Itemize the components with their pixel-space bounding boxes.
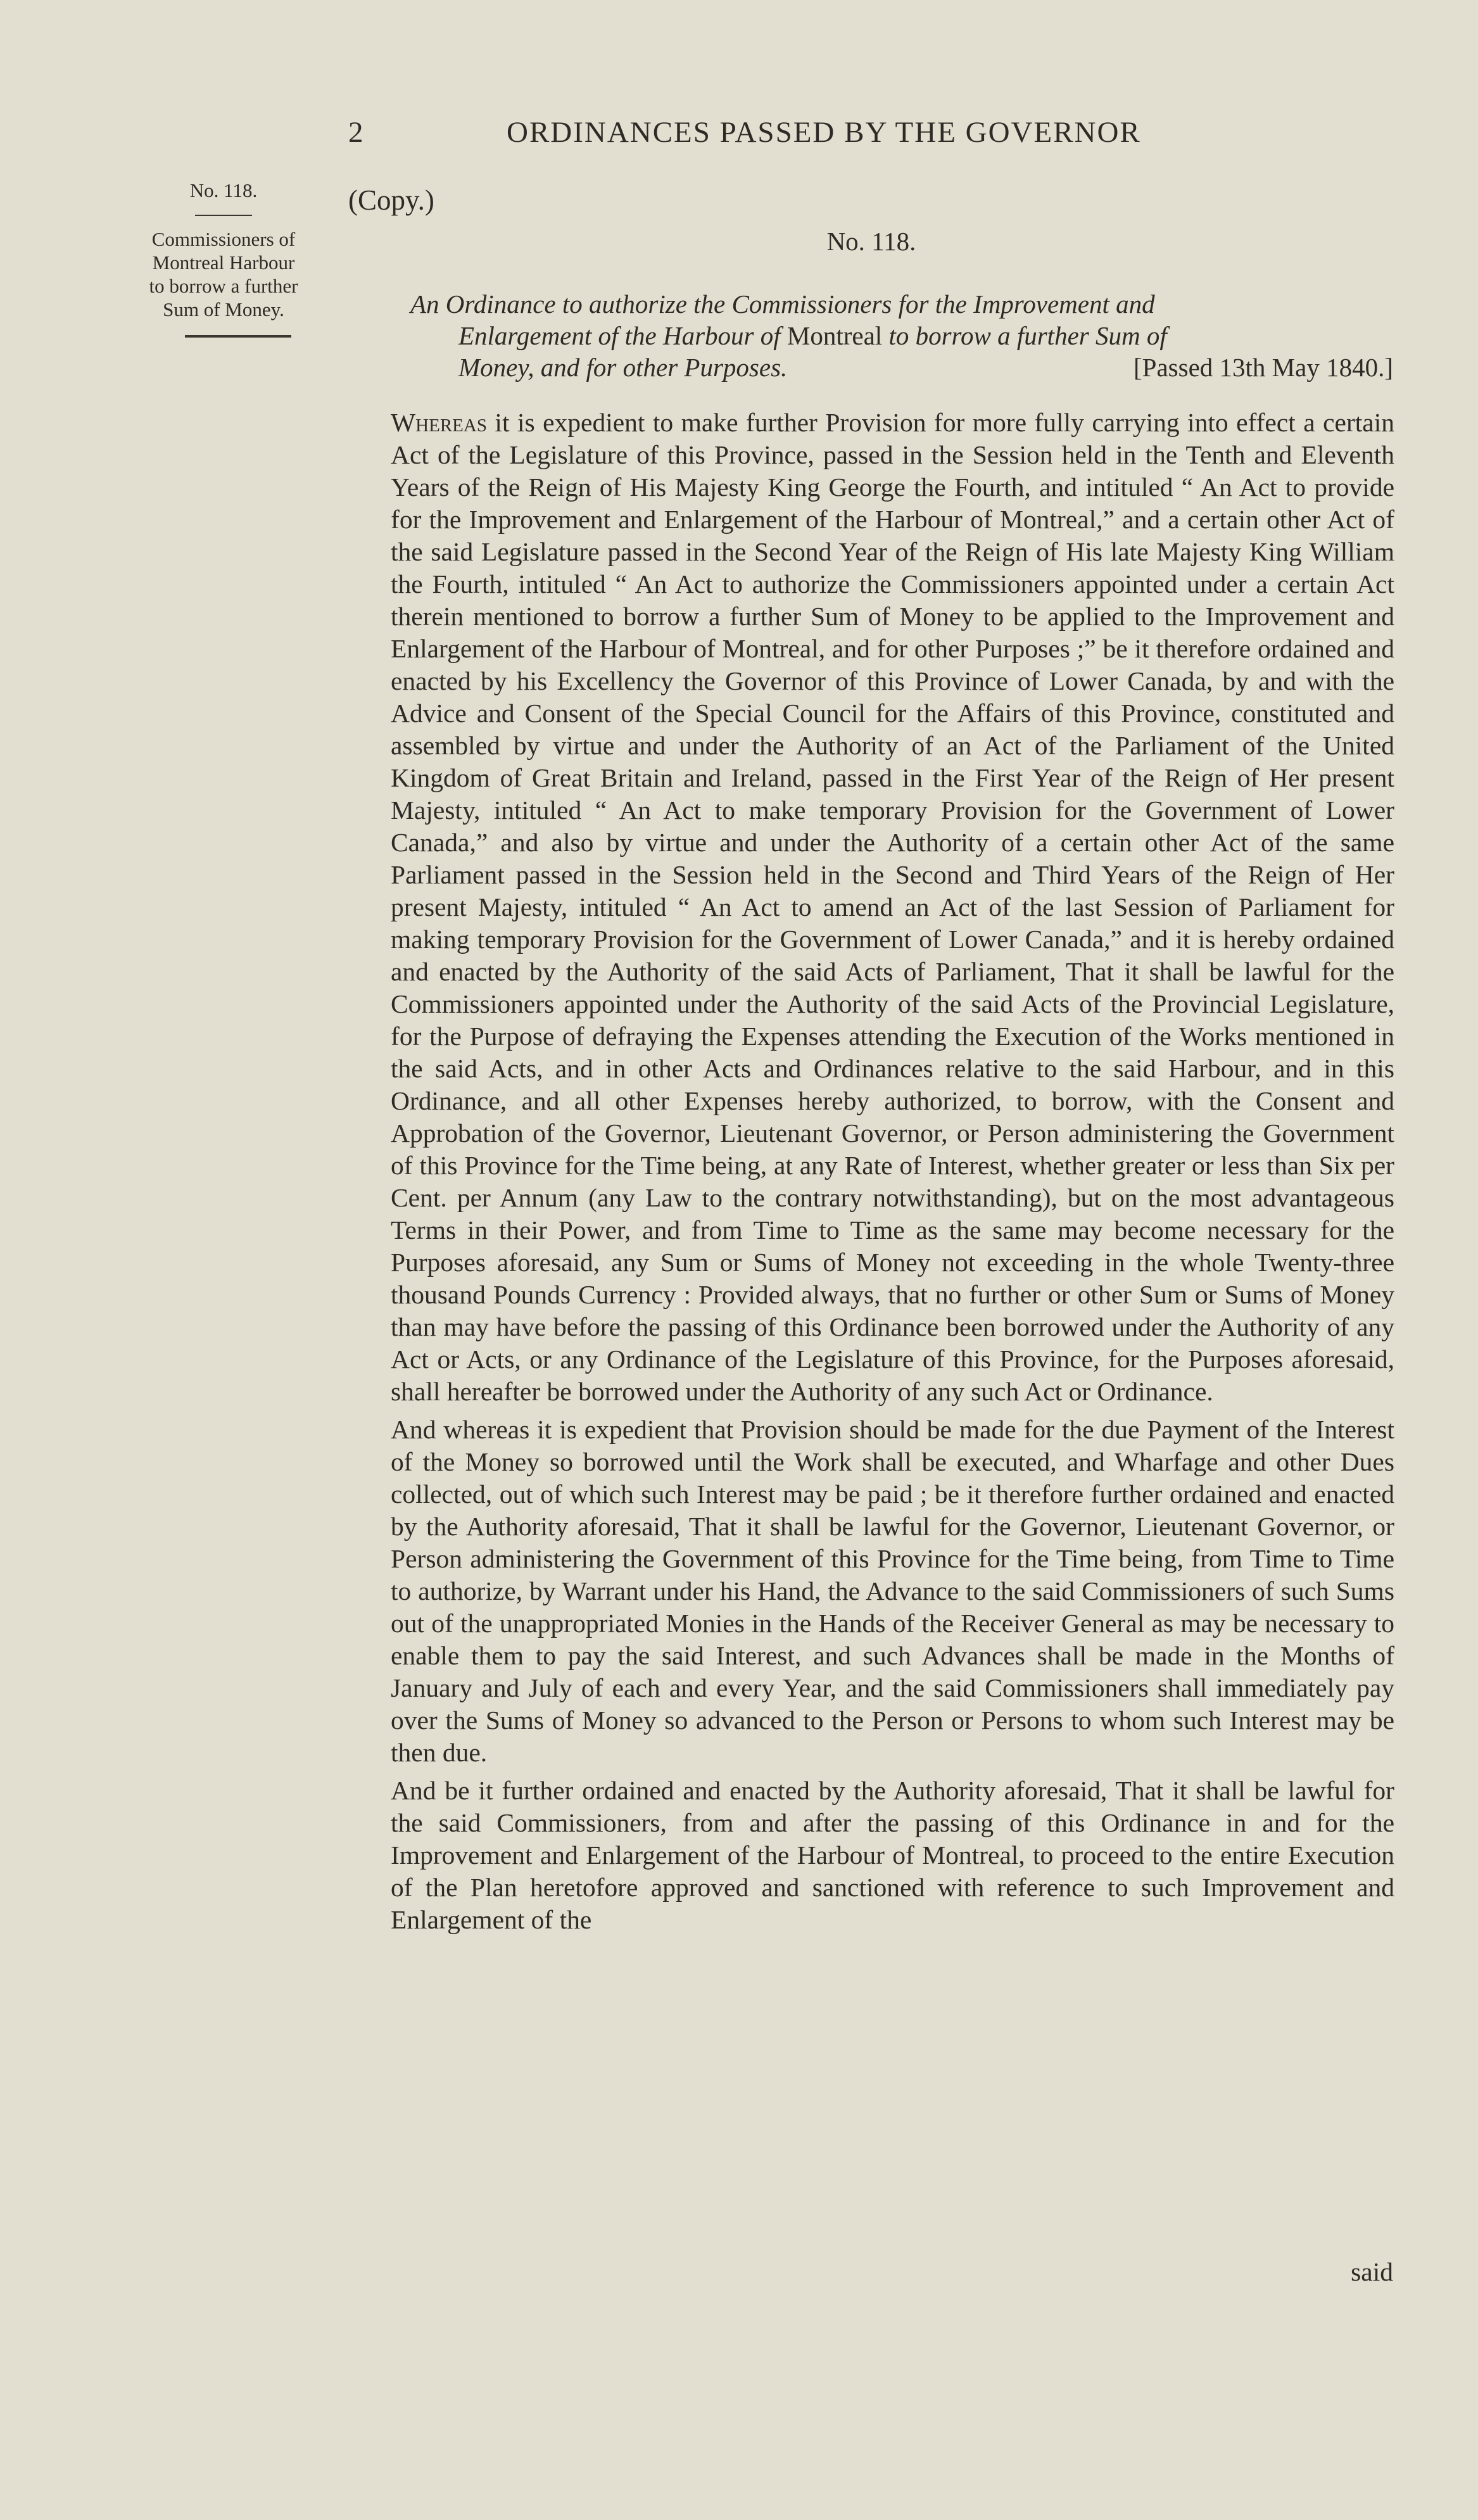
copy-label: (Copy.) <box>348 184 434 216</box>
title-line-3-text: Money, and for other Purposes. <box>458 353 788 382</box>
running-title: ORDINANCES PASSED BY THE GOVERNOR <box>507 116 1141 149</box>
margin-note <box>100 179 347 338</box>
body-paragraph-3: And be it further ordained and enacted by the Authority aforesaid, That it shall be lawful for the said Commissioners, from and after the passing of this Ordinance in and for the Improvement and Enlargement of the Harbour of Montreal, to proceed to the entire Execution of the Plan heretofore approved and sanctioned with reference to such Improvement and Enlargement of the <box>391 1776 1394 1934</box>
title-line-2 <box>410 320 1393 351</box>
running-header <box>348 115 1235 160</box>
margin-note-line: Sum of Money. <box>163 298 284 320</box>
margin-long-rule <box>185 335 291 338</box>
catchword: said <box>1351 2257 1393 2286</box>
lead-word: Whereas <box>391 408 487 437</box>
ordinance-body <box>391 407 1394 1936</box>
ordinance-number: No. 118. <box>826 227 916 256</box>
paragraph-1-text: it is expedient to make further Provision for more fully carrying into effect a certain Act of the Legislature of this Province, passed in the Session held in the Tenth and Eleventh Years of the Reign of His Majesty King George the Fourth, and intituled “ An Act to provide for the Improvement and Enlargement of the Harbour of Montreal,” and a certain other Act of the said Legislature passed in the Second Year of the Reign of His late Majesty King William the Fourth, intituled “ An Act to authorize the Commissioners appointed under a certain Act therein mentioned to borrow a further Sum of Money to be applied to the Improvement and Enlargement of the Harbour of Montreal, and for other Purposes ;” be it therefore ordained and enacted by his Excellency the Governor of this Province of Lower Canada, by and with the Advice and Consent of the Special Council for the Affairs of this Province, constituted and assembled by virtue and under the Authority of an Act of the Parliament of the United Kingdom of Great Britain and Ireland, passed in the First Year of the Reign of Her present Majesty, intituled “ An Act to make temporary Provision for the Government of Lower Canada,” and also by virtue and under the Authority of a certain other Act of the same Parliament passed in the Session held in the Second and Third Years of the Reign of Her present Majesty, intituled “ An Act to amend an Act of the last Session of Parliament for making temporary Provision for the Government of Lower Canada,” and it is hereby ordained and enacted by the Authority of the said Acts of Parliament, That it shall be lawful for the Commissioners appointed under the Authority of the said Acts of the Provincial Legislature, for the Purpose of defraying the Expenses attending the Execution of the Works mentioned in the said Acts, and in other Acts and Ordinances relative to the said Harbour, and in this Ordinance, and all other Expenses hereby authorized, to borrow, with the Consent and Approbation of the Governor, Lieutenant Governor, or Person administering the Government of this Province for the Time being, at any Rate of Interest, whether greater or less than Six per Cent. per Annum (any Law to the contrary notwithstanding), but on the most advantageous Terms in their Power, and from Time to Time as the same may become necessary for the Purposes aforesaid, any Sum or Sums of Money not exceeding in the whole Twenty-three thousand Pounds Currency : Provided always, that no further or other Sum or Sums of Money than may have before the passing of this Ordinance been borrowed under the Authority of any Act or Acts, or any Ordinance of the Legislature of this Province, for the Purposes aforesaid, shall hereafter be borrowed under the Authority of any such Act or Ordinance. <box>391 408 1394 1406</box>
page-number: 2 <box>348 116 365 149</box>
passed-date: [Passed 13th May 1840.] <box>1134 353 1393 382</box>
title-place-name: Montreal <box>786 321 883 350</box>
title-line-2-pre: Enlargement of the Harbour of <box>458 321 787 350</box>
margin-note-line: Commissioners of <box>151 228 296 250</box>
margin-note-number: No. 118. <box>189 179 258 201</box>
title-line-2-post: to borrow a further Sum of <box>882 321 1167 350</box>
margin-note-line: Montreal Harbour <box>152 251 295 274</box>
title-line-1: An Ordinance to authorize the Commissioners for the Improvement and <box>410 289 1155 319</box>
body-paragraph-2: And whereas it is expedient that Provision should be made for the due Payment of the Interest of the Money so borrowed until the Work shall be executed, and Wharfage and other Dues collected, out of which such Interest may be paid ; be it therefore further ordained and enacted by the Authority aforesaid, That it shall be lawful for the Governor, Lieutenant Governor, or Person administering the Government of this Province for the Time being, from Time to Time to authorize, by Warrant under his Hand, the Advance to the said Commissioners of such Sums out of the unappropriated Monies in the Hands of the Receiver General as may be necessary to enable them to pay the said Interest, and such Advances shall be made in the Months of January and July of each and every Year, and the said Commissioners shall immediately pay over the Sums of Money so advanced to the Person or Persons to whom such Interest may be then due. <box>391 1415 1394 1767</box>
title-line-3 <box>410 351 1393 383</box>
ordinance-title <box>410 288 1393 383</box>
margin-note-line: to borrow a further <box>149 275 298 297</box>
margin-short-rule <box>195 215 252 216</box>
body-paragraph-1 <box>391 407 1394 1408</box>
